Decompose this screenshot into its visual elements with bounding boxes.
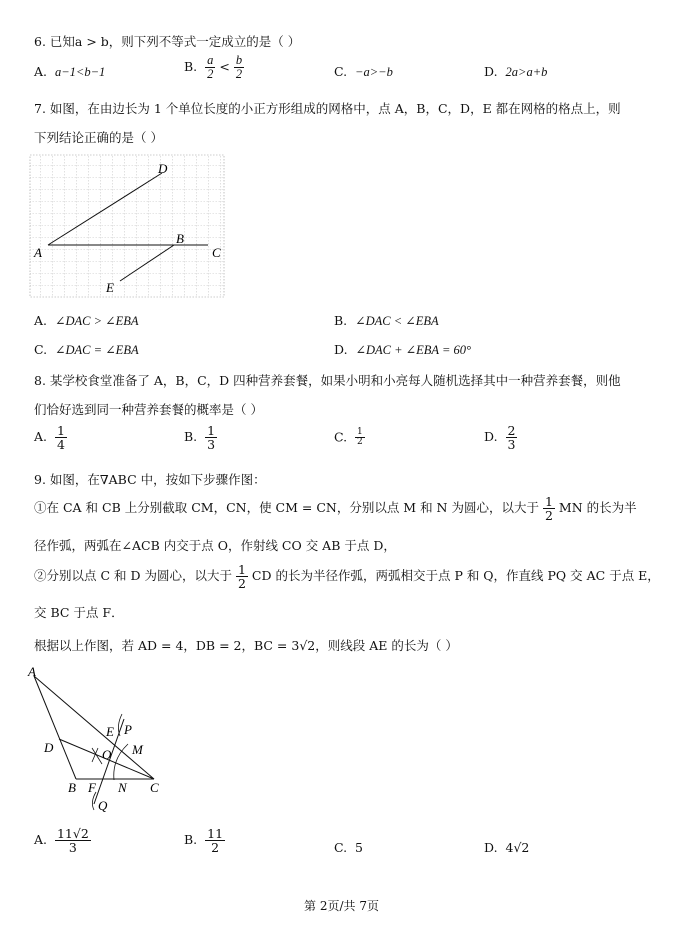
page-footer: 第 2页/共 7页 xyxy=(304,899,379,913)
q8-option-a: A. $\frac{1}{4}$ xyxy=(34,423,65,453)
label-a: A xyxy=(28,664,36,679)
arc-mn xyxy=(114,744,128,780)
q9-step1-line2: 径作弧，两弧在∠ACB 内交于点 O，作射线 CO 交 AB 于点 D， xyxy=(34,538,396,553)
label-n: N xyxy=(118,780,127,795)
q7-option-d: D. ∠DAC + ∠EBA = 60° xyxy=(334,342,472,357)
label-e: E xyxy=(106,280,114,295)
q9-construction-figure xyxy=(24,664,174,814)
label-b: B xyxy=(176,231,184,246)
q7-stem-line1: 7. 如图，在由边长为 1 个单位长度的小正方形组成的网格中，点 A，B，C，D，E 都在网格的格点上，则 xyxy=(34,101,621,116)
label-a: A xyxy=(34,245,42,260)
q9-step1-line1: ①在 CA 和 CB 上分别截取 CM，CN，使 CM = CN，分别以点 M 和 N 为圆心，以大于 $\frac{1}{2}$ MN 的长为半 xyxy=(34,494,637,524)
q7-option-c: C. ∠DAC = ∠EBA xyxy=(34,342,139,357)
label-e: E xyxy=(106,724,114,739)
q9-stem: 9. 如图，在∇ABC 中，按如下步骤作图： xyxy=(34,472,266,487)
label-d: D xyxy=(44,740,54,755)
q9-option-d: D. 4√2 xyxy=(484,840,530,855)
q6-option-a: A. a−1<b−1 xyxy=(34,64,106,79)
label-p: P xyxy=(124,722,132,737)
label-b: B xyxy=(68,780,76,795)
segment-ab xyxy=(34,676,76,779)
label-f: F xyxy=(88,780,96,795)
q7-option-a: A. ∠DAC > ∠EBA xyxy=(34,313,139,328)
q8-option-d: D. $\frac{2}{3}$ xyxy=(484,423,516,453)
q9-option-b: B. $\frac{11}{2}$ xyxy=(184,826,224,856)
q8-option-c: C. $\frac{1}{2}$ xyxy=(334,427,363,448)
label-m: M xyxy=(132,742,143,757)
q9-step2-line1: ②分别以点 C 和 D 为圆心，以大于 $\frac{1}{2}$ CD 的长为半径作弧，两弧相交于点 P 和 Q，作直线 PQ 交 AC 于点 E， xyxy=(34,562,660,592)
q6-stem: 6. 已知a > b，则下列不等式一定成立的是（ ） xyxy=(34,34,301,49)
q7-grid-figure xyxy=(28,153,230,303)
q9-option-c: C. 5 xyxy=(334,840,363,855)
q8-stem-line2: 们恰好选到同一种营养套餐的概率是（ ） xyxy=(34,402,263,417)
q9-option-a: A. $\frac{11√2}{3}$ xyxy=(34,826,89,856)
q9-given: 根据以上作图，若 AD = 4，DB = 2，BC = 3√2，则线段 AE 的长为（ ） xyxy=(34,638,458,653)
q6-option-d: D. 2a>a+b xyxy=(484,64,548,79)
label-d: D xyxy=(158,161,168,176)
q7-stem-line2: 下列结论正确的是（ ） xyxy=(34,130,163,145)
label-q: Q xyxy=(98,798,108,813)
q7-option-b: B. ∠DAC < ∠EBA xyxy=(334,313,439,328)
label-c: C xyxy=(212,245,221,260)
grid xyxy=(30,155,224,297)
q6-option-b: B. $\frac{a}{2}$ < $\frac{b}{2}$ xyxy=(184,53,243,82)
q8-stem-line1: 8. 某学校食堂准备了 A，B，C，D 四种营养套餐，如果小明和小亮每人随机选择其中一种营养套餐，则他 xyxy=(34,373,621,388)
label-c: C xyxy=(150,780,159,795)
segment-ac xyxy=(34,676,154,779)
q9-step2-line2: 交 BC 于点 F． xyxy=(34,605,124,620)
label-o: O xyxy=(102,747,112,762)
q6-option-c: C. −a>−b xyxy=(334,64,393,79)
q8-option-b: B. $\frac{1}{3}$ xyxy=(184,423,216,453)
